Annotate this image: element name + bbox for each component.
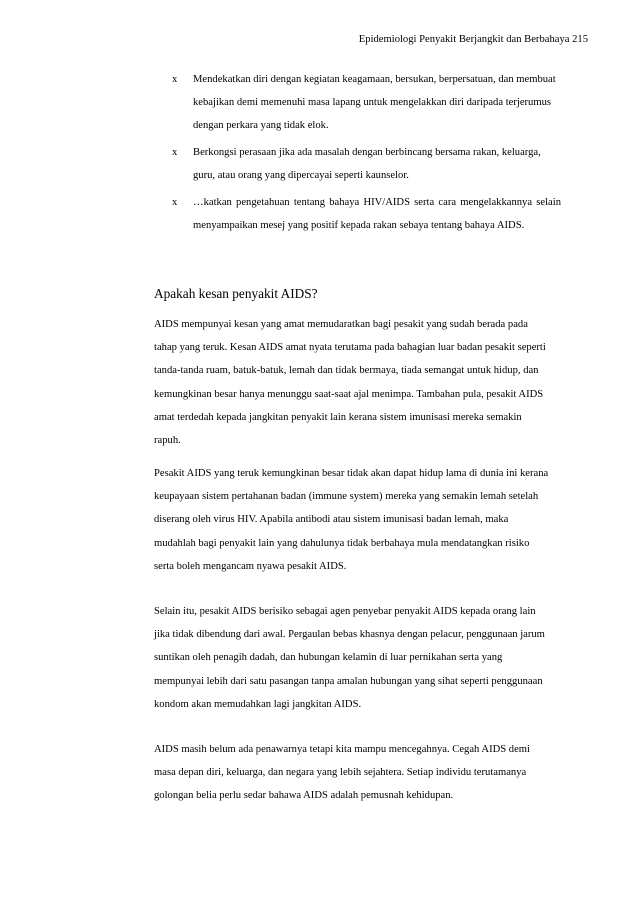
bullet-text: Mendekatkan diri dengan kegiatan keagamaan, bersukan, berpersatuan, dan membuat kebajikan demi memenuhi masa lapang untuk mengelakkan diri daripada terjerumus dengan perkara yang tidak elok. <box>193 74 556 131</box>
running-title: Epidemiologi Penyakit Berjangkit dan Berbahaya <box>358 34 570 45</box>
page-number: 215 <box>572 34 588 45</box>
bullet-text: Berkongsi perasaan jika ada masalah dengan berbincang bersama rakan, keluarga, guru, atau orang yang dipercayai seperti kaunselor. <box>193 147 541 181</box>
running-header <box>359 34 588 45</box>
body-paragraph: Pesakit AIDS yang teruk kemungkinan besar tidak akan dapat hidup lama di dunia ini kerana keupayaan sistem pertahanan badan (immune system) mereka yang semakin lemah setelah diserang oleh virus HIV. Apabila antibodi atau sistem imunisasi badan lemah, maka mudahlah bagi penyakit lain yang dahulunya tidak berbahaya mula mendatangkan risiko serta boleh mengancam nyawa pesakit AIDS. <box>154 468 549 572</box>
list-item <box>0 191 561 237</box>
bullet-text: …katkan pengetahuan tentang bahaya HIV/AIDS serta cara mengelakkannya selain menyampaikan mesej yang positif kepada rakan sebaya tentang bahaya AIDS. <box>193 197 561 231</box>
body-paragraph: AIDS masih belum ada penawarnya tetapi kita mampu mencegahnya. Cegah AIDS demi masa depan diri, keluarga, dan negara yang lebih sejahtera. Setiap individu terutamanya golongan belia perlu sedar bahawa AIDS adalah pemusnah kehidupan. <box>154 744 530 802</box>
list-item <box>0 141 556 187</box>
bullet-marker: x <box>172 147 178 158</box>
body-paragraph: Selain itu, pesakit AIDS berisiko sebagai agen penyebar penyakit AIDS kepada orang lain jika tidak dibendung dari awal. Pergaulan bebas khasnya dengan pelacur, penggunaan jarum suntikan oleh penagih dadah, dan hubungan kelamin di luar pernikahan serta yang mempunyai lebih dari satu pasangan tanpa amalan hubungan yang sihat seperti penggunaan kondom akan memudahkan lagi jangkitan AIDS. <box>154 606 545 710</box>
bullet-list <box>0 68 638 241</box>
list-item <box>0 68 556 137</box>
section-heading: Apakah kesan penyakit AIDS? <box>154 286 318 301</box>
bullet-marker: x <box>172 74 178 85</box>
bullet-marker: x <box>172 197 178 208</box>
body-paragraph: AIDS mempunyai kesan yang amat memudaratkan bagi pesakit yang sudah berada pada tahap yang teruk. Kesan AIDS amat nyata terutama pada bahagian luar badan pesakit seperti tanda-tanda ruam, batuk-batuk, lemah dan tidak bermaya, tiada semangat untuk hidup, dan kemungkinan besar hanya menunggu saat-saat ajal menimpa. Tambahan pula, pesakit AIDS amat terdedah kepada jangkitan penyakit lain kerana sistem imunisasi mereka semakin rapuh. <box>154 319 546 447</box>
